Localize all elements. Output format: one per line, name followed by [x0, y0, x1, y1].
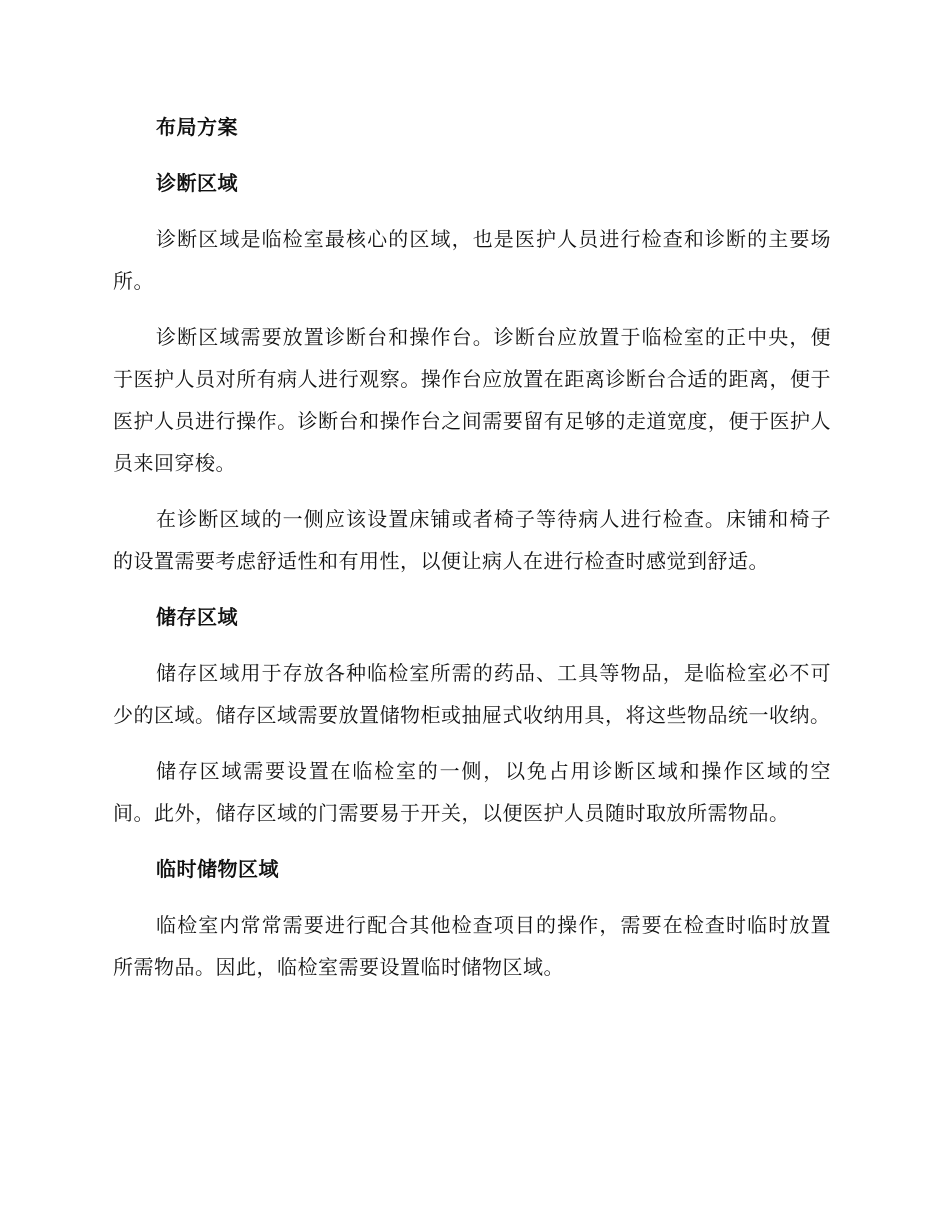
- paragraph: 临检室内常常需要进行配合其他检查项目的操作，需要在检查时临时放置所需物品。因此，临检室需要设置临时储物区域。: [113, 913, 831, 979]
- section-heading-diagnosis: 诊断区域: [156, 171, 238, 195]
- section-heading-storage: 储存区域: [156, 605, 238, 629]
- paragraph: 储存区域用于存放各种临检室所需的药品、工具等物品，是临检室必不可少的区域。储存区域需要放置储物柜或抽屉式收纳用具，将这些物品统一收纳。: [113, 661, 831, 727]
- document-body: [113, 106, 831, 988]
- paragraph: 诊断区域需要放置诊断台和操作台。诊断台应放置于临检室的正中央，便于医护人员对所有病人进行观察。操作台应放置在距离诊断台合适的距离，便于医护人员进行操作。诊断台和操作台之间需要留有足够的走道宽度，便于医护人员来回穿梭。: [113, 325, 831, 475]
- paragraph: 诊断区域是临检室最核心的区域，也是医护人员进行检查和诊断的主要场所。: [113, 227, 831, 293]
- paragraph: 储存区域需要设置在临检室的一侧，以免占用诊断区域和操作区域的空间。此外，储存区域的门需要易于开关，以便医护人员随时取放所需物品。: [113, 759, 831, 825]
- document-title: 布局方案: [156, 115, 238, 139]
- paragraph: 在诊断区域的一侧应该设置床铺或者椅子等待病人进行检查。床铺和椅子的设置需要考虑舒适性和有用性，以便让病人在进行检查时感觉到舒适。: [113, 507, 831, 573]
- section-heading-temporary-storage: 临时储物区域: [156, 857, 279, 881]
